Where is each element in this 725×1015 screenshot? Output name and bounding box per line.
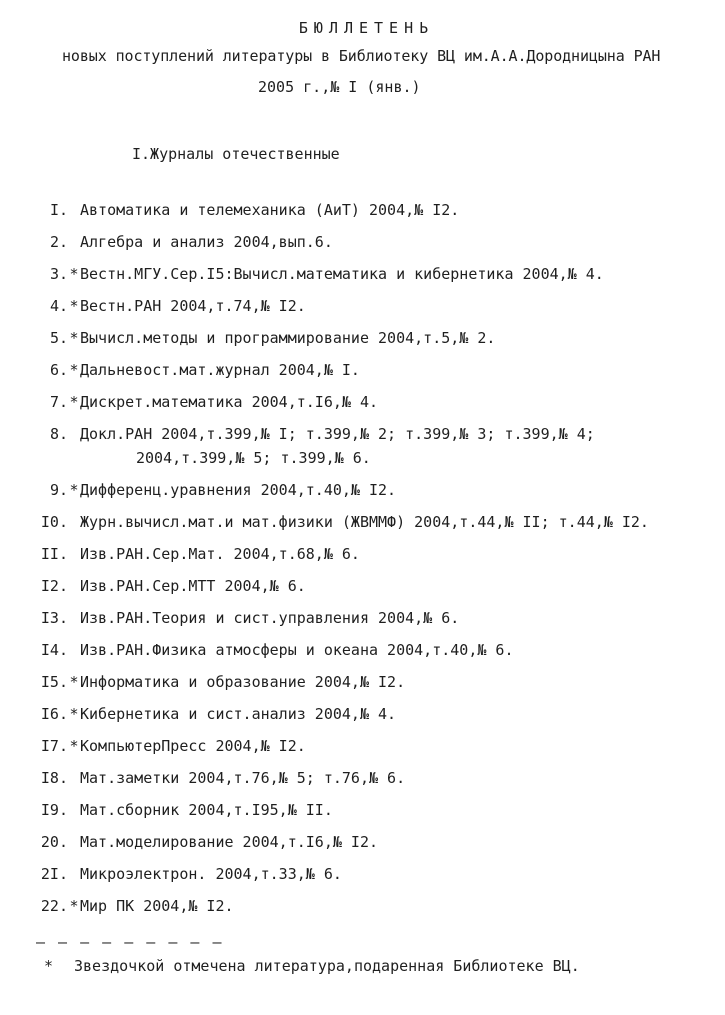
footnote <box>44 957 580 975</box>
entry-text: Автоматика и телемеханика (АиТ) 2004,№ I2. <box>80 201 460 219</box>
journal-entry <box>40 801 333 819</box>
entry-star-mark: * <box>69 481 79 499</box>
journal-entry <box>40 833 378 851</box>
journal-entry <box>40 425 595 467</box>
entry-text: Вестн.МГУ.Сер.I5:Вычисл.математика и кибернетика 2004,№ 4. <box>80 265 604 283</box>
bulletin-subtitle: новых поступлений литературы в Библиотеку ВЦ им.А.А.Дородницына РАН <box>62 47 661 65</box>
entry-star-mark: * <box>69 329 79 347</box>
journal-entry <box>40 641 513 659</box>
entry-text: Журн.вычисл.мат.и мат.физики (ЖВММФ) 2004,т.44,№ II; т.44,№ I2. <box>80 513 649 531</box>
entry-star-mark: * <box>69 897 79 915</box>
entry-number: 5. <box>49 329 68 347</box>
journal-entry <box>40 705 396 723</box>
entry-text: Кибернетика и сист.анализ 2004,№ 4. <box>80 705 397 723</box>
section-heading: I.Журналы отечественные <box>132 145 340 163</box>
entry-text: Мат.моделирование 2004,т.I6,№ I2. <box>80 833 379 851</box>
entry-number: 3. <box>49 265 68 283</box>
entry-number: 2. <box>49 233 68 251</box>
entry-number: I0. <box>40 513 68 531</box>
entry-text: Мат.заметки 2004,т.76,№ 5; т.76,№ 6. <box>80 769 406 787</box>
entry-text: Изв.РАН.Сер.Мат. 2004,т.68,№ 6. <box>80 545 360 563</box>
journal-entry <box>40 329 495 347</box>
entry-number: 2I. <box>40 865 68 883</box>
entry-text: Вестн.РАН 2004,т.74,№ I2. <box>80 297 306 315</box>
footnote-separator: — — — — — — — — — <box>36 933 224 951</box>
journal-entry <box>40 545 360 563</box>
entry-number: I6. <box>40 705 68 723</box>
journal-entry <box>40 737 306 755</box>
entry-number: 6. <box>49 361 68 379</box>
journal-entry <box>40 897 234 915</box>
journal-entry <box>40 673 405 691</box>
entry-number: I4. <box>40 641 68 659</box>
entry-number: I7. <box>40 737 68 755</box>
entry-number: I8. <box>40 769 68 787</box>
journal-entry <box>40 201 459 219</box>
entry-text: Дифференц.уравнения 2004,т.40,№ I2. <box>80 481 397 499</box>
bulletin-title: БЮЛЛЕТЕНЬ <box>298 19 435 37</box>
entry-number: 20. <box>40 833 68 851</box>
entry-text: Мат.сборник 2004,т.I95,№ II. <box>80 801 333 819</box>
journal-entry <box>40 297 306 315</box>
entry-text: Изв.РАН.Сер.МТТ 2004,№ 6. <box>80 577 306 595</box>
entry-number: II. <box>40 545 68 563</box>
journal-entry <box>40 609 459 627</box>
entry-star-mark: * <box>69 673 79 691</box>
entry-text: Алгебра и анализ 2004,вып.6. <box>80 233 333 251</box>
journal-entry <box>40 361 360 379</box>
entry-number: 9. <box>49 481 68 499</box>
entry-number: 7. <box>49 393 68 411</box>
entry-star-mark: * <box>69 393 79 411</box>
entry-text: Информатика и образование 2004,№ I2. <box>80 673 406 691</box>
entry-text: КомпьютерПресс 2004,№ I2. <box>80 737 306 755</box>
journal-entry <box>40 577 306 595</box>
entry-number: 8. <box>49 425 68 443</box>
entry-text: Изв.РАН.Физика атмосферы и океана 2004,т.40,№ 6. <box>80 641 514 659</box>
entry-number: I2. <box>40 577 68 595</box>
entry-text: Дальневост.мат.журнал 2004,№ I. <box>80 361 360 379</box>
entry-star-mark: * <box>69 705 79 723</box>
entry-text: Микроэлектрон. 2004,т.33,№ 6. <box>80 865 342 883</box>
footnote-star-mark: * <box>44 957 54 975</box>
entry-star-mark: * <box>69 297 79 315</box>
journal-entry <box>40 265 604 283</box>
entry-text: Мир ПК 2004,№ I2. <box>80 897 234 915</box>
journal-entry <box>40 233 333 251</box>
journal-entry <box>40 865 342 883</box>
journal-entry <box>40 513 649 531</box>
journal-entry <box>40 481 396 499</box>
entry-number: I. <box>49 201 68 219</box>
entry-star-mark: * <box>69 737 79 755</box>
entry-star-mark: * <box>69 265 79 283</box>
entry-text: Докл.РАН 2004,т.399,№ I; т.399,№ 2; т.399,№ 3; т.399,№ 4; <box>80 425 595 443</box>
entry-text: Дискрет.математика 2004,т.I6,№ 4. <box>80 393 379 411</box>
entry-continuation: 2004,т.399,№ 5; т.399,№ 6. <box>136 449 371 467</box>
entry-text: Изв.РАН.Теория и сист.управления 2004,№ 6. <box>80 609 460 627</box>
entry-number: I9. <box>40 801 68 819</box>
entry-text: Вычисл.методы и программирование 2004,т.5,№ 2. <box>80 329 496 347</box>
bulletin-issue: 2005 г.,№ I (янв.) <box>258 78 421 96</box>
entry-star-mark: * <box>69 361 79 379</box>
entry-number: 22. <box>40 897 68 915</box>
entry-number: I3. <box>40 609 68 627</box>
footnote-text: Звездочкой отмечена литература,подаренная Библиотеке ВЦ. <box>74 957 580 975</box>
journal-entry <box>40 769 405 787</box>
entry-number: I5. <box>40 673 68 691</box>
entry-number: 4. <box>49 297 68 315</box>
journal-entry <box>40 393 378 411</box>
